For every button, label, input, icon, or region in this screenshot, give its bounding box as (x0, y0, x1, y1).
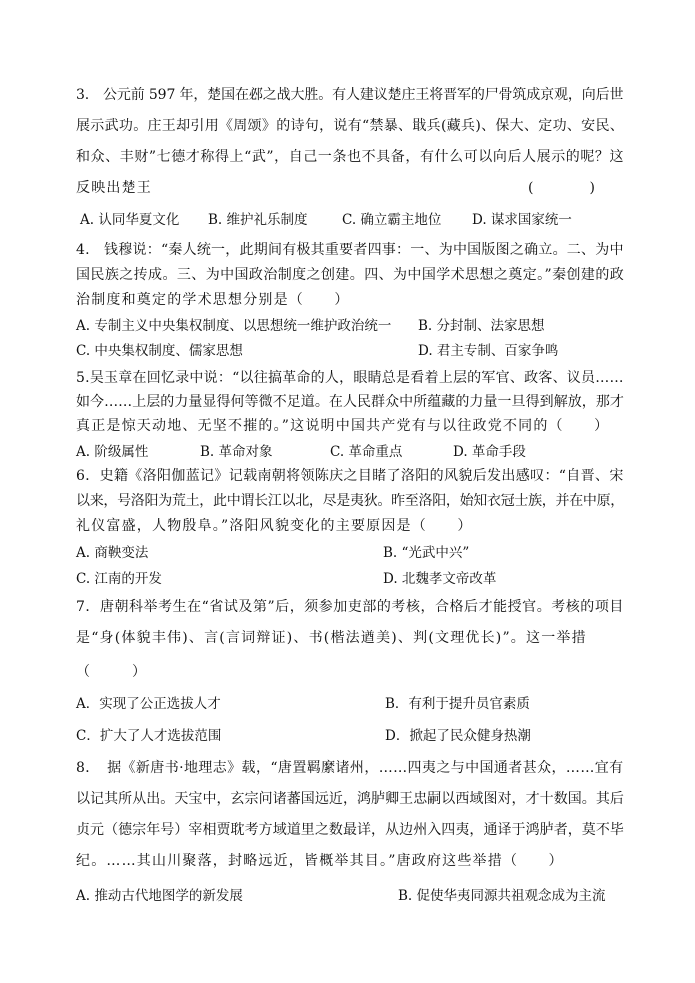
question-6-option-c[interactable]: C. 江南的开发 (76, 571, 162, 587)
question-4-option-d[interactable]: D. 君主专制、百家争鸣 (418, 343, 559, 359)
question-6-option-a[interactable]: A. 商鞅变法 (76, 545, 149, 561)
question-7-option-c[interactable]: C．扩大了人才选拔范围 (76, 728, 222, 744)
question-4-line: 国民族之抟成。三、为中国政治制度之创建。四、为中国学术思想之奠定。”秦创建的政 (76, 267, 625, 283)
question-3-option-b[interactable]: B. 维护礼乐制度 (208, 212, 308, 228)
question-8-line: 以记其所从出。天宝中，玄宗问诸蕃国远近，鸿胪卿王忠嗣以西域图对，才十数国。其后 (76, 791, 624, 807)
question-6-line: 礼仪富盛，人物殷阜。”洛阳风貌变化的主要原因是（ ） (76, 518, 473, 534)
question-8-option-a[interactable]: A. 推动古代地图学的新发展 (76, 888, 243, 904)
question-5-option-a[interactable]: A. 阶级属性 (76, 444, 149, 460)
question-3-answer-paren: ( ) (528, 180, 595, 196)
question-3-option-a[interactable]: A. 认同华夏文化 (80, 212, 180, 228)
question-5-line: 真正是惊天动地、无坚不摧的。”这说明中国共产党有与以往政党不同的（ ） (76, 418, 610, 434)
question-8-line: 8． 据《新唐书·地理志》载，“唐置羁縻诸州，……四夷之与中国通者甚众，……宜有 (76, 760, 624, 776)
question-3-option-c[interactable]: C. 确立霸主地位 (342, 212, 442, 228)
question-4-option-b[interactable]: B. 分封制、法家思想 (418, 318, 545, 334)
question-6-option-d[interactable]: D. 北魏孝文帝改革 (383, 571, 497, 587)
question-8-line: 纪。……其山川聚落，封略远近，皆概举其目。”唐政府这些举措（ ） (76, 853, 564, 869)
question-7-option-d[interactable]: D．掀起了民众健身热潮 (385, 728, 531, 744)
question-8-line: 贞元（德宗年号）宰相贾耽考方域道里之数最详，从边州入四夷，通译于鸿胪者，莫不毕 (76, 822, 624, 838)
question-5-option-c[interactable]: C. 革命重点 (330, 444, 403, 460)
question-5-line: 5.吴玉章在回忆录中说：“以往搞革命的人，眼睛总是看着上层的军官、政客、议员…… (76, 370, 624, 386)
question-3-line: 和众、丰财”七德才称得上“武”，自己一条也不具备，有什么可以向后人展示的呢？这 (76, 149, 625, 165)
question-3-line: 展示武功。庄王却引用《周颂》的诗句，说有“禁暴、戢兵(藏兵)、保大、定功、安民、 (76, 118, 625, 134)
question-5-option-d[interactable]: D. 革命手段 (453, 444, 526, 460)
question-6-line: 6．史籍《洛阳伽蓝记》记载南朝将领陈庆之目睹了洛阳的风貌后发出感叹：“自晋、宋 (76, 468, 624, 484)
question-4-option-c[interactable]: C. 中央集权制度、儒家思想 (76, 343, 243, 359)
question-3-option-d[interactable]: D. 谋求国家统一 (472, 212, 572, 228)
question-7-answer-paren: （ ） (76, 664, 146, 680)
question-7-line: 7．唐朝科举考生在“省试及第”后，须参加吏部的考核，合格后才能授官。考核的项目 (76, 599, 624, 615)
question-7-option-a[interactable]: A．实现了公正选拔人才 (76, 696, 221, 712)
question-7-option-b[interactable]: B．有利于提升员官素质 (385, 696, 530, 712)
question-6-option-b[interactable]: B. “光武中兴” (383, 545, 470, 561)
question-3-line: 反映出楚王 (76, 180, 152, 196)
question-4-option-a[interactable]: A. 专制主义中央集权制度、以思想统一维护政治统一 (76, 318, 392, 334)
question-7-line: 是“身(体貌丰伟)、言(言词辩证)、书(楷法遒美)、判(文理优长)”。这一举措 (76, 630, 587, 646)
question-5-line: 如今……上层的力量显得何等微不足道。在人民群众中所蕴藏的力量一旦得到解放，那才 (76, 394, 624, 410)
question-3-line: 3. 公元前 597 年，楚国在邲之战大胜。有人建议楚庄王将晋军的尸骨筑成京观，向后世 (76, 87, 624, 103)
question-4-line: 治制度和奠定的学术思想分别是（ ） (76, 292, 350, 308)
question-8-option-b[interactable]: B. 促使华夷同源共祖观念成为主流 (398, 888, 606, 904)
question-4-line: 4. 钱穆说：“秦人统一，此期间有极其重要者四事：一、为中国版图之确立。二、为中 (76, 242, 624, 258)
question-6-line: 以来，号洛阳为荒土，此中谓长江以北，尽是夷狄。昨至洛阳，始知衣冠士族，并在中原， (76, 493, 624, 509)
question-5-option-b[interactable]: B. 革命对象 (200, 444, 273, 460)
